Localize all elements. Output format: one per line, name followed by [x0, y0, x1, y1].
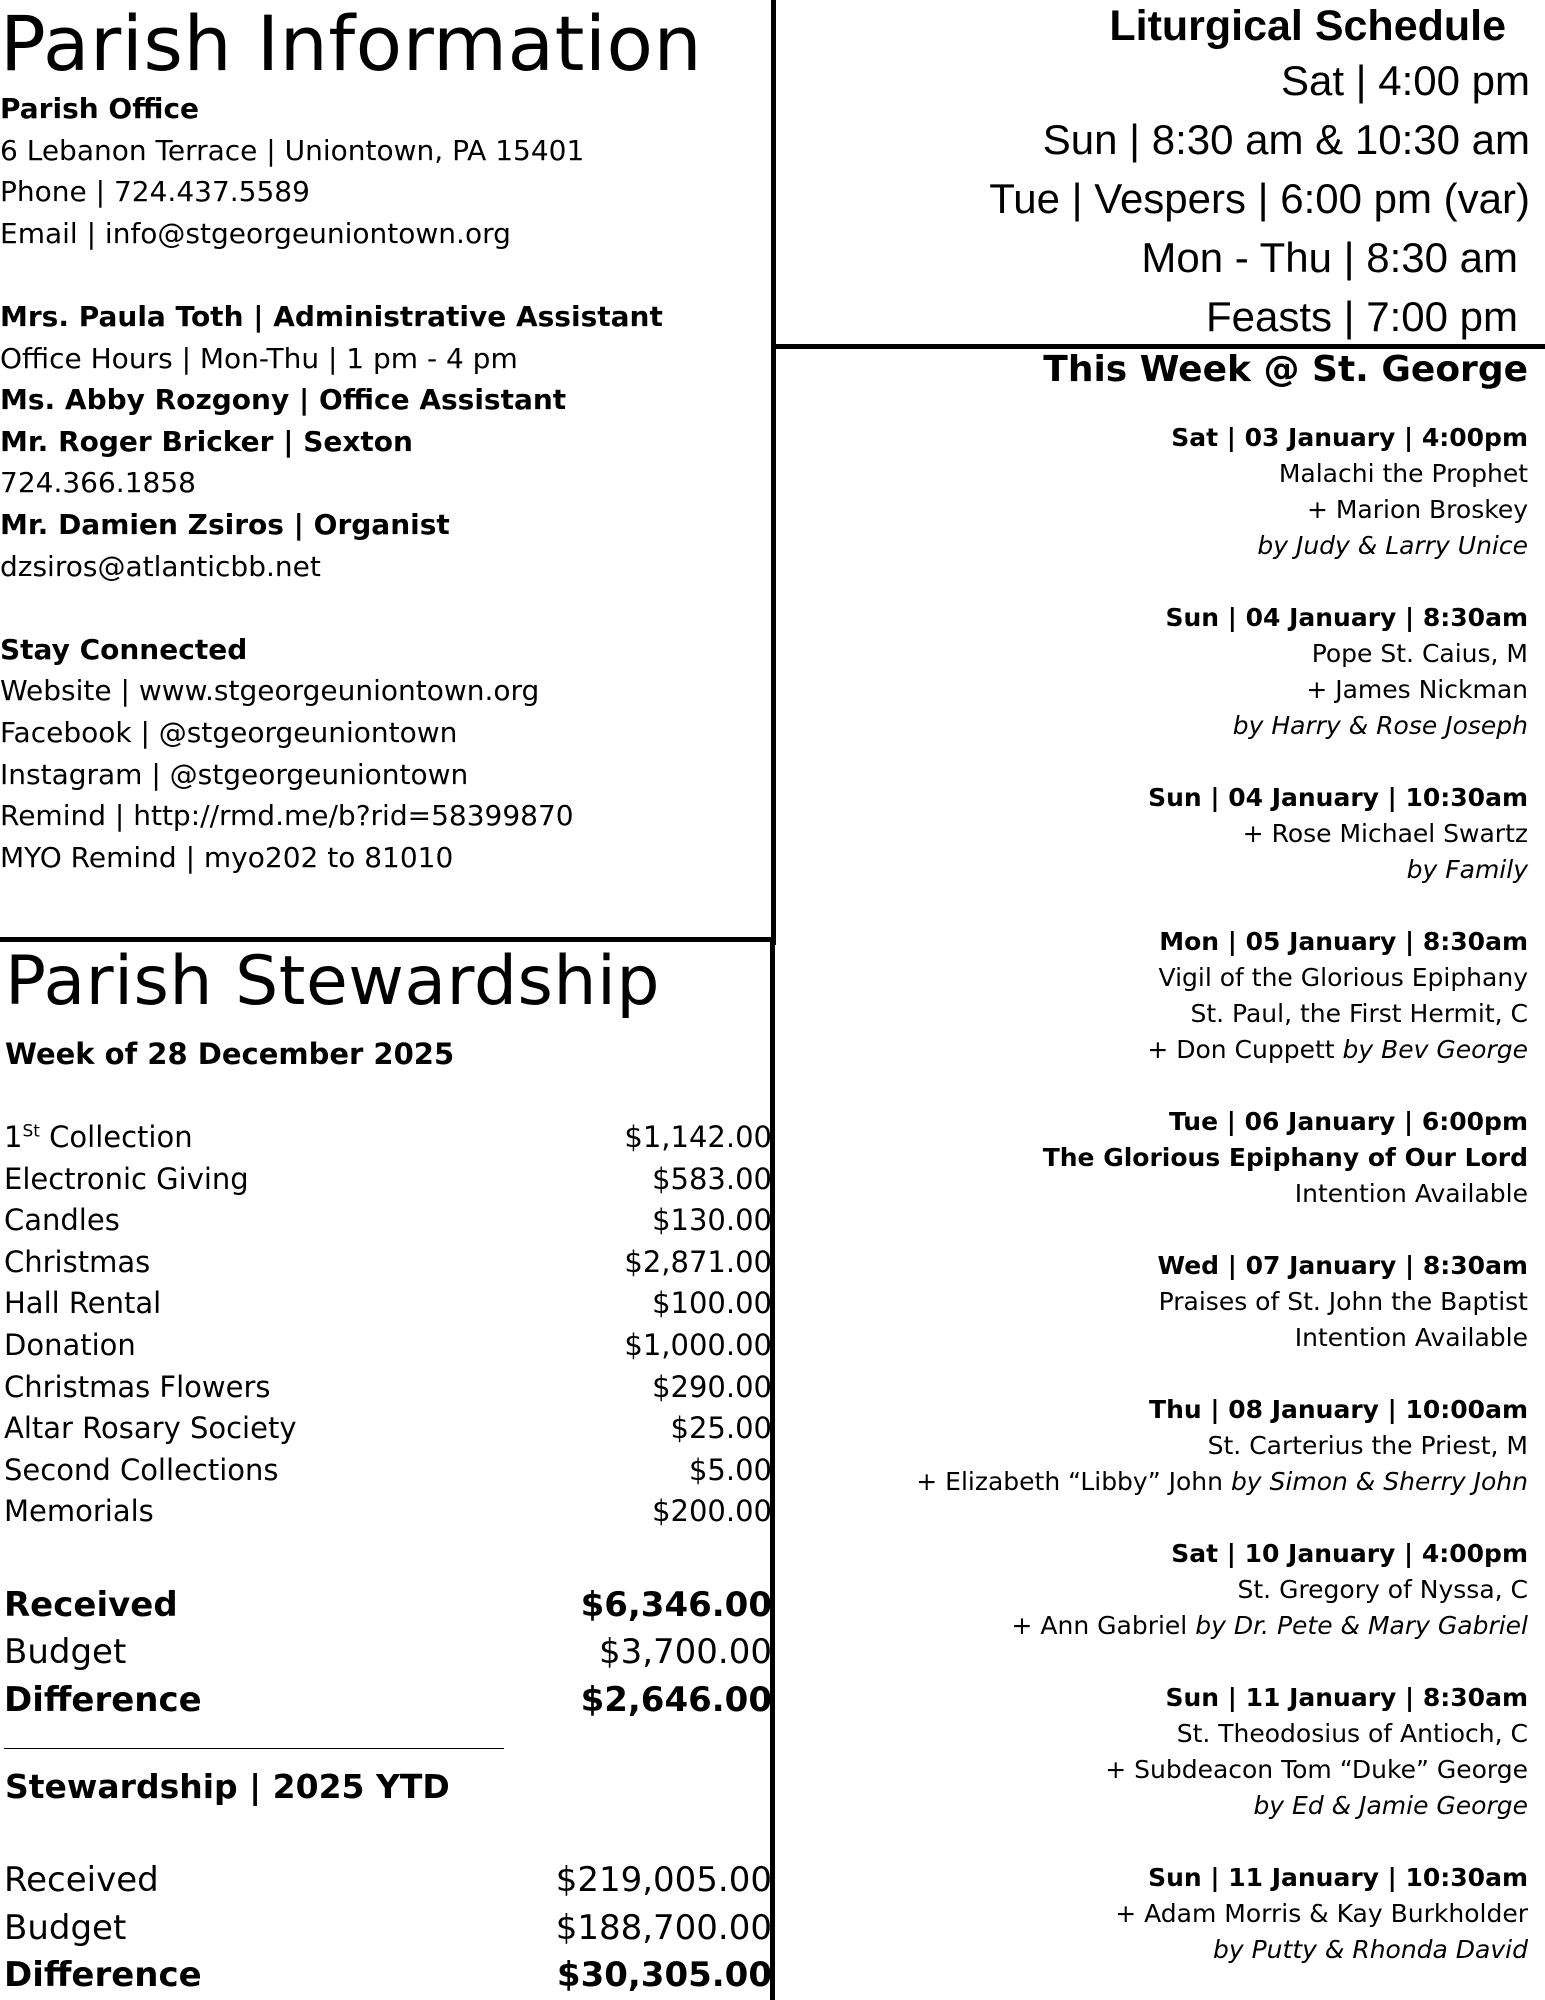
- parish-information-section: [0, 0, 770, 930]
- event-time: Sun | 04 January | 8:30am: [1165, 603, 1528, 632]
- event-item: [790, 780, 1528, 888]
- stewardship-separator: [4, 1748, 504, 1749]
- event-commemoration: St. Theodosius of Antioch, C: [1176, 1719, 1528, 1748]
- event-requester: by Putty & Rhonda David: [1213, 1935, 1528, 1964]
- schedule-line: Tue | Vespers | 6:00 pm (var): [989, 175, 1530, 222]
- stewardship-row: Altar Rosary Society $25.00: [4, 1411, 772, 1446]
- event-commemoration: Malachi the Prophet: [1278, 459, 1528, 488]
- event-commemoration: St. Carterius the Priest, M: [1207, 1431, 1528, 1460]
- event-item: [790, 1680, 1528, 1824]
- schedule-line: Feasts | 7:00 pm: [1205, 293, 1518, 340]
- event-intention: + Adam Morris & Kay Burkholder: [1115, 1899, 1528, 1928]
- liturgical-lines: [790, 51, 1530, 346]
- event-item: [790, 1248, 1528, 1356]
- stewardship-row: Electronic Giving $583.00: [4, 1161, 772, 1196]
- event-item: [790, 1536, 1528, 1644]
- event-time: Sun | 11 January | 10:30am: [1148, 1863, 1528, 1892]
- office-address: 6 Lebanon Terrace | Uniontown, PA 15401: [0, 133, 585, 167]
- event-time: Wed | 07 January | 8:30am: [1157, 1251, 1528, 1280]
- organist-name: Mr. Damien Zsiros | Organist: [0, 507, 450, 541]
- ytd-received-row: Received $219,005.00: [4, 1860, 772, 1901]
- weekly-budget-row: Budget $3,700.00: [4, 1632, 772, 1673]
- event-commemoration: Praises of St. John the Baptist: [1158, 1287, 1528, 1316]
- event-commemoration: St. Gregory of Nyssa, C: [1237, 1575, 1528, 1604]
- liturgical-schedule-title: Liturgical Schedule: [1109, 2, 1506, 50]
- stewardship-row: Memorials $200.00: [4, 1494, 772, 1529]
- event-intention-line: [790, 1464, 1528, 1500]
- event-intention: + Ann Gabriel: [1011, 1611, 1188, 1640]
- office-hours: Office Hours | Mon-Thu | 1 pm - 4 pm: [0, 341, 518, 375]
- schedule-line: Sun | 8:30 am & 10:30 am: [1042, 116, 1530, 163]
- stewardship-row: Donation $1,000.00: [4, 1327, 772, 1362]
- admin-assistant-name: Mrs. Paula Toth | Administrative Assistant: [0, 299, 663, 333]
- event-time: Thu | 08 January | 10:00am: [1149, 1395, 1528, 1424]
- stay-connected-heading: Stay Connected: [0, 632, 248, 666]
- schedule-line: Sat | 4:00 pm: [1280, 57, 1530, 104]
- event-item: [790, 1104, 1528, 1212]
- sexton-name: Mr. Roger Bricker | Sexton: [0, 424, 413, 458]
- event-intention: + Elizabeth “Libby” John: [916, 1467, 1223, 1496]
- ytd-budget-row: Budget $188,700.00: [4, 1907, 772, 1948]
- event-feast: The Glorious Epiphany of Our Lord: [1042, 1143, 1528, 1172]
- liturgical-schedule-section: [790, 0, 1530, 340]
- parish-office-heading: Parish Office: [0, 92, 200, 125]
- event-time: Sun | 11 January | 8:30am: [1165, 1683, 1528, 1712]
- event-commemoration: Vigil of the Glorious Epiphany: [1158, 963, 1528, 992]
- center-divider-top: [771, 0, 776, 945]
- event-intention: + Rose Michael Swartz: [1242, 819, 1528, 848]
- event-item: [790, 1860, 1528, 1968]
- first-collection-amount: $1,142.00: [624, 1120, 772, 1154]
- event-item: [790, 924, 1528, 1068]
- parish-stewardship-title: Parish Stewardship: [5, 942, 661, 1021]
- office-email: Email | info@stgeorgeuniontown.org: [0, 216, 511, 250]
- parish-office-block: [0, 88, 770, 878]
- event-note: Intention Available: [1294, 1179, 1528, 1208]
- ytd-difference-row: Difference $30,305.00: [4, 1955, 772, 1996]
- event-intention: + Marion Broskey: [1306, 495, 1528, 524]
- event-item: [790, 600, 1528, 744]
- remind-link: Remind | http://rmd.me/b?rid=58399870: [0, 799, 574, 833]
- first-collection-label: 1St Collection: [4, 1120, 193, 1154]
- weekly-difference-row: Difference $2,646.00: [4, 1679, 772, 1720]
- event-commemoration: Pope St. Caius, M: [1311, 639, 1528, 668]
- event-intention-line: [790, 1608, 1528, 1644]
- event-time: Tue | 06 January | 6:00pm: [1168, 1107, 1528, 1136]
- event-item: [790, 1392, 1528, 1500]
- event-intention: + James Nickman: [1306, 675, 1528, 704]
- event-requester: by Bev George: [1342, 1035, 1528, 1064]
- myo-remind-info: MYO Remind | myo202 to 81010: [0, 840, 454, 874]
- first-collection-row: [0, 1117, 772, 1159]
- event-time: Sat | 03 January | 4:00pm: [1171, 423, 1528, 452]
- organist-email: dzsiros@atlanticbb.net: [0, 549, 321, 583]
- website-link: Website | www.stgeorgeuniontown.org: [0, 674, 540, 708]
- office-assistant-name: Ms. Abby Rozgony | Office Assistant: [0, 383, 567, 417]
- office-phone: Phone | 724.437.5589: [0, 175, 310, 209]
- stewardship-week-label: Week of 28 December 2025: [5, 1037, 455, 1071]
- stewardship-row: Second Collections $5.00: [4, 1452, 772, 1487]
- event-time: Sun | 04 January | 10:30am: [1148, 783, 1528, 812]
- event-requester: by Family: [1406, 855, 1528, 884]
- stewardship-row: Candles $130.00: [4, 1203, 772, 1238]
- facebook-link: Facebook | @stgeorgeuniontown: [0, 715, 458, 749]
- event-time: Sat | 10 January | 4:00pm: [1171, 1539, 1528, 1568]
- event-item: [790, 420, 1528, 564]
- event-requester: by Judy & Larry Unice: [1257, 531, 1528, 560]
- event-requester: by Simon & Sherry John: [1230, 1467, 1528, 1496]
- stewardship-row: Christmas Flowers $290.00: [4, 1369, 772, 1404]
- weekly-received-row: Received $6,346.00: [4, 1584, 772, 1625]
- parish-stewardship-section: [0, 940, 772, 2000]
- event-commemoration-secondary: St. Paul, the First Hermit, C: [1190, 999, 1528, 1028]
- stewardship-row: Hall Rental $100.00: [4, 1286, 772, 1321]
- instagram-link: Instagram | @stgeorgeuniontown: [0, 757, 469, 791]
- sexton-phone: 724.366.1858: [0, 466, 196, 500]
- schedule-line: Mon - Thu | 8:30 am: [1141, 234, 1518, 281]
- event-requester: by Ed & Jamie George: [1253, 1791, 1528, 1820]
- event-time: Mon | 05 January | 8:30am: [1159, 927, 1528, 956]
- event-intention-line: [790, 1032, 1528, 1068]
- event-intention: + Don Cuppett: [1147, 1035, 1335, 1064]
- event-note: Intention Available: [1294, 1323, 1528, 1352]
- event-requester: by Dr. Pete & Mary Gabriel: [1195, 1611, 1528, 1640]
- parish-information-title: Parish Information: [0, 0, 703, 88]
- stewardship-row: Christmas $2,871.00: [4, 1244, 772, 1279]
- event-intention: + Subdeacon Tom “Duke” George: [1105, 1755, 1528, 1784]
- event-requester: by Harry & Rose Joseph: [1232, 711, 1528, 740]
- ytd-title: Stewardship | 2025 YTD: [5, 1767, 450, 1807]
- this-week-section: [790, 350, 1528, 2000]
- this-week-title: This Week @ St. George: [1043, 349, 1528, 390]
